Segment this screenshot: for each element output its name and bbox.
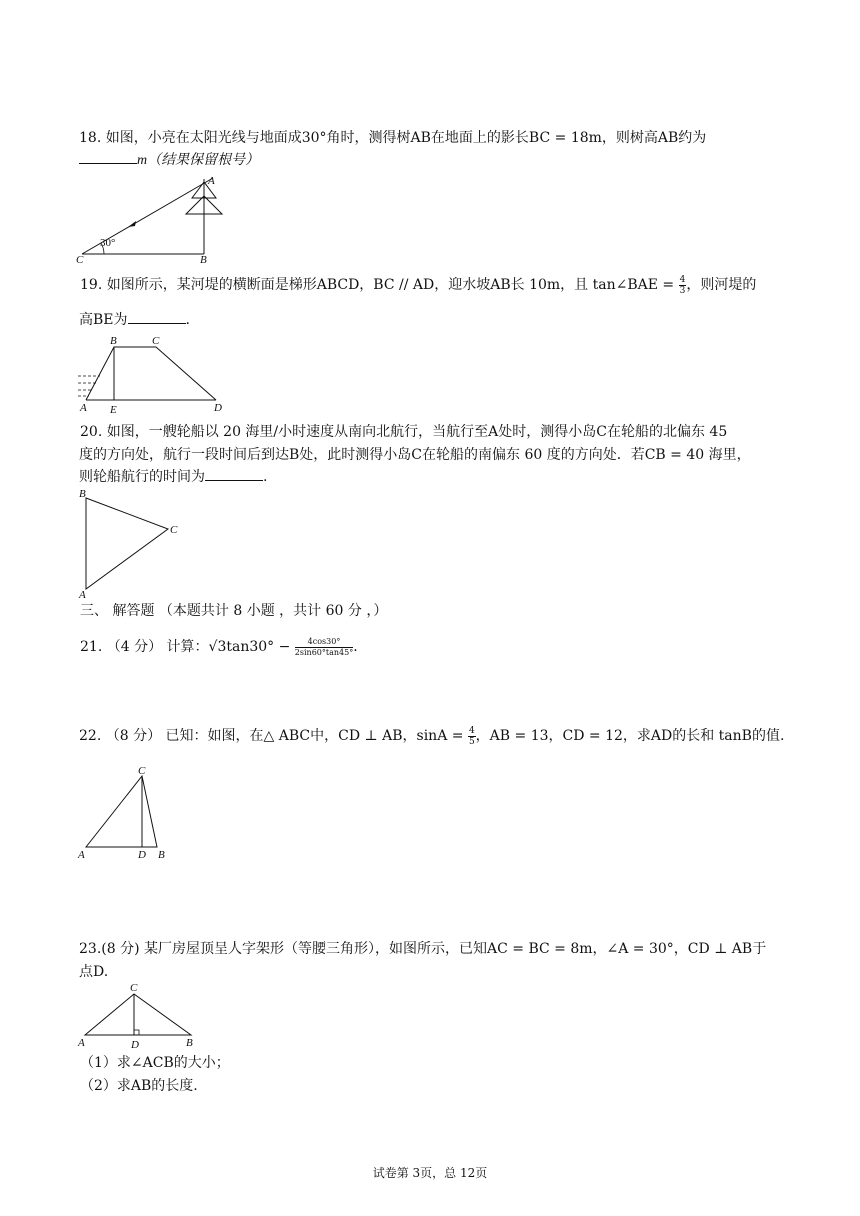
point-label-d: D bbox=[214, 402, 222, 414]
q23-sub2: （2）求AB的长度. bbox=[80, 1078, 198, 1094]
q18-line2-suffix: m（结果保留根号） bbox=[137, 153, 260, 168]
point-label-d: D bbox=[138, 849, 146, 861]
q21 bbox=[80, 636, 358, 658]
frac-den: 2sin60°tan45° bbox=[294, 647, 354, 657]
q18-line2 bbox=[79, 149, 259, 172]
q18-line1: 18. 如图，小亮在太阳光线与地面成30°角时，测得树AB在地面上的影长BC = 18m，则树高AB约为 bbox=[79, 130, 707, 146]
point-label-a: A bbox=[78, 849, 85, 861]
point-label-b: B bbox=[186, 1037, 193, 1049]
point-label-b: B bbox=[110, 335, 117, 347]
q22 bbox=[79, 725, 784, 747]
frac-den: 3 bbox=[679, 285, 686, 296]
frac-num: 4 bbox=[679, 274, 686, 285]
point-label-a: A bbox=[79, 589, 86, 601]
fraction bbox=[295, 637, 353, 658]
q19-line2 bbox=[79, 309, 190, 331]
point-label-a: A bbox=[208, 175, 215, 187]
answer-blank[interactable] bbox=[205, 466, 263, 481]
point-label-d: D bbox=[131, 1039, 139, 1051]
q18-figure bbox=[76, 174, 226, 264]
q19-text-tail: ，则河堤的 bbox=[686, 277, 757, 293]
q19-figure bbox=[76, 333, 226, 415]
page-footer: 试卷第 3页，总 12页 bbox=[372, 1166, 488, 1180]
point-label-b: B bbox=[79, 488, 86, 500]
angle-label: 30° bbox=[100, 237, 116, 249]
q19-line1 bbox=[80, 274, 756, 296]
q20-line3-text: 则轮船航行的时间为 bbox=[79, 469, 205, 485]
point-label-c: C bbox=[170, 524, 178, 536]
point-label-b: B bbox=[158, 849, 165, 861]
frac-den: 5 bbox=[468, 736, 475, 747]
q20-line1: 20. 如图，一艘轮船以 20 海里/小时速度从南向北航行，当航行至A处时，测得小岛C在轮船的北偏东 45 bbox=[80, 424, 728, 440]
q19-line2-text: 高BE为 bbox=[79, 312, 128, 328]
q23-sub1: （1）求∠ACB的大小； bbox=[80, 1055, 230, 1071]
q20-figure bbox=[76, 488, 186, 600]
frac-num: 4 bbox=[468, 725, 475, 736]
point-label-a: A bbox=[78, 1037, 85, 1049]
q19-line2-tail: . bbox=[185, 312, 190, 328]
q23-line1: 23.(8 分) 某厂房屋顶呈人字架形（等腰三角形），如图所示，已知AC = BC = 8m，∠A = 30°，CD ⊥ AB于 bbox=[79, 941, 767, 957]
frac-num: 4cos30° bbox=[295, 637, 353, 648]
point-label-c: C bbox=[76, 254, 84, 266]
q23-figure bbox=[76, 980, 206, 1050]
section-heading: 三、 解答题 （本题共计 8 小题 ，共计 60 分 ，） bbox=[80, 603, 388, 619]
q23-line2: 点D. bbox=[79, 964, 109, 980]
q19-text: 19. 如图所示，某河堤的横断面是梯形ABCD，BC // AD，迎水坡AB长 10m，且 tan∠BAE = bbox=[80, 277, 675, 293]
q20-line2: 度的方向处，航行一段时间后到达B处，此时测得小岛C在轮船的南偏东 60 度的方向处．若CB = 40 海里， bbox=[79, 447, 751, 463]
q21-text: 21. （4 分） 计算：√3tan30° − bbox=[80, 639, 291, 655]
q22-tail: ，AB = 13，CD = 12，求AD的长和 tanB的值. bbox=[475, 728, 785, 744]
answer-blank[interactable] bbox=[128, 309, 186, 324]
q20-line3 bbox=[79, 466, 267, 488]
q20-line3-tail: . bbox=[263, 469, 268, 485]
point-label-c: C bbox=[152, 335, 160, 347]
fraction bbox=[468, 726, 476, 747]
point-label-c: C bbox=[138, 765, 146, 777]
point-label-c: C bbox=[130, 982, 138, 994]
point-label-a: A bbox=[80, 402, 87, 414]
q22-text: 22. （8 分） 已知：如图，在△ ABC中，CD ⊥ AB，sinA = bbox=[79, 728, 464, 744]
point-label-b: B bbox=[200, 254, 207, 266]
q21-tail: . bbox=[353, 639, 358, 655]
q22-figure bbox=[76, 764, 176, 864]
point-label-e: E bbox=[110, 404, 117, 416]
answer-blank[interactable] bbox=[79, 149, 137, 164]
